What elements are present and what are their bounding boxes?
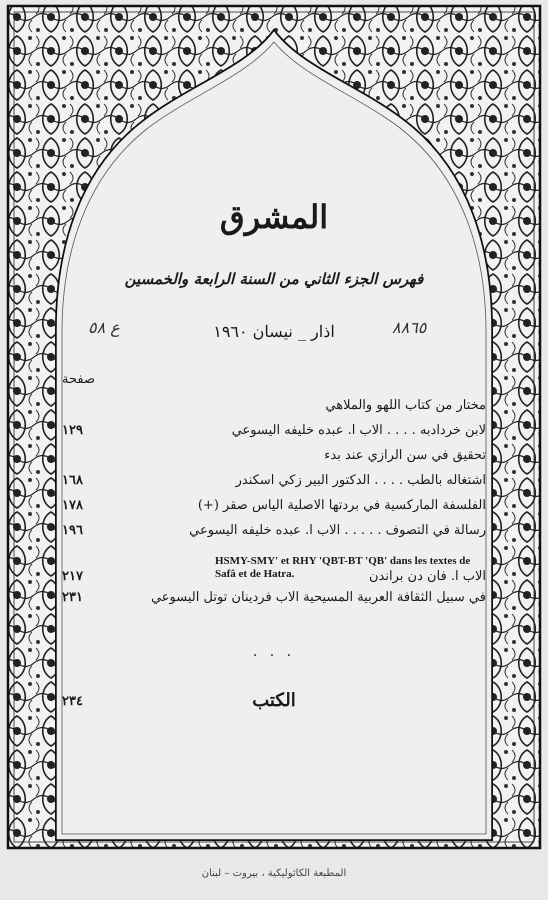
- toc-entry-text: الاب ا. فان دن براندن: [369, 569, 486, 584]
- toc-entry-text: رسالة في التصوف . . . . . الاب ا. عبده خليفه اليسوعي: [189, 523, 486, 538]
- ellipsis-separator: . . .: [252, 644, 296, 660]
- books-page: ٢٣٤: [62, 694, 83, 709]
- books-heading: الكتب: [252, 690, 296, 711]
- toc-entry-page: ١٢٩: [62, 423, 83, 438]
- latin-article-title: HSMY-SMY' et RHY 'QBT-BT 'QB' dans les textes de Safâ et de Hatra.: [215, 555, 471, 580]
- toc-entry-text: تحقيق في سن الرازي عند بدء: [324, 448, 486, 463]
- toc-entry-page: ١٩٦: [62, 523, 83, 538]
- subtitle: فهرس الجزء الثاني من السنة الرابعة والخمسين: [124, 270, 424, 288]
- toc-entry-text: في سبيل الثقافة العربية المسيحية الاب فردينان توتل اليسوعي: [150, 590, 486, 605]
- toc-entry-text: لابن خردادبه . . . . الاب ا. عبده خليفه اليسوعي: [231, 423, 486, 438]
- toc-entry-page: ٢١٧: [62, 569, 83, 584]
- toc-row: [62, 523, 486, 545]
- toc-entry-page: ١٦٨: [62, 473, 83, 488]
- handwritten-note-right: ٨٨٦٥: [392, 318, 427, 337]
- toc-row: [62, 590, 486, 612]
- handwritten-note-left: ع ٥٨: [88, 318, 120, 337]
- toc-row: [62, 448, 486, 470]
- toc-row: [62, 423, 486, 445]
- toc-entry-page: ٢٣١: [62, 590, 83, 605]
- toc-row: [62, 398, 486, 420]
- toc-entry-page: ١٧٨: [62, 498, 83, 513]
- toc-row: [62, 473, 486, 495]
- table-of-contents: [62, 398, 486, 615]
- dateline: اذار _ نيسان ١٩٦٠: [213, 322, 335, 341]
- page-column-header: صفحة: [62, 372, 95, 387]
- toc-entry-text: اشتغاله بالطب . . . . الدكتور البير زكي اسكندر: [235, 473, 486, 488]
- printer-footer: المطبعة الكاثوليكية ، بيروت – لبنان: [201, 868, 347, 879]
- toc-row: [62, 498, 486, 520]
- toc-entry-text: الفلسفة الماركسية في بردتها الاصلية الياس صقر (+): [197, 498, 486, 513]
- journal-title: المشرق: [219, 198, 329, 236]
- toc-entry-text: مختار من كتاب اللهو والملاهي: [325, 398, 486, 413]
